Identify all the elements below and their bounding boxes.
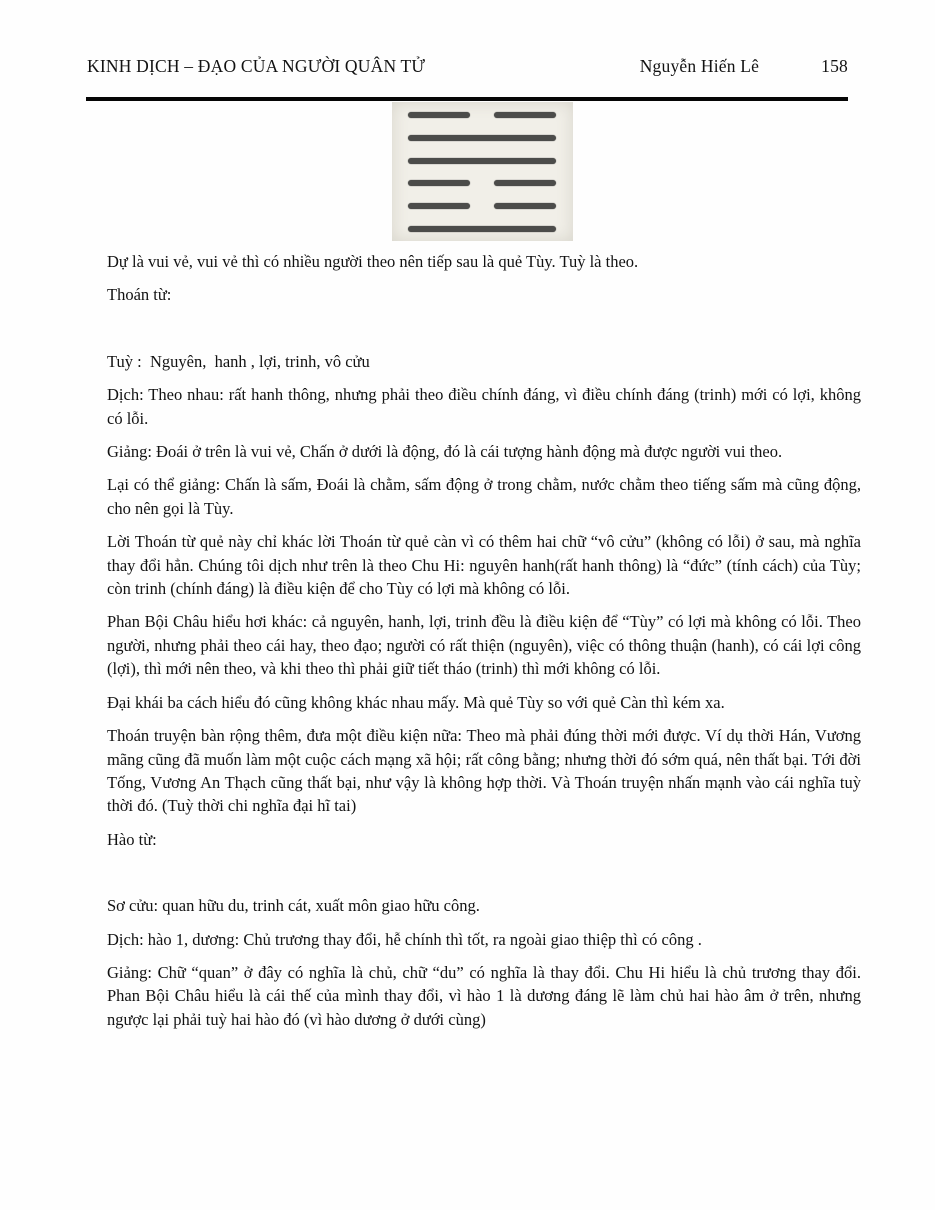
paragraph-intro: Dự là vui vẻ, vui vẻ thì có nhiều người theo nên tiếp sau là quẻ Tùy. Tuỳ là theo. [107,252,639,271]
paragraph-giang-2: Lại có thể giảng: Chấn là sấm, Đoái là chằm, sấm động ở trong chằm, nước chằm theo tiếng sấm mà cũng động, cho nên gọi là Tùy. [107,475,861,518]
paragraph-dich-hao-1: Dịch: hào 1, dương: Chủ trương thay đổi, hễ chính thì tốt, ra ngoài giao thiệp thì có công . [107,929,702,949]
hexagram-line-broken [408,180,556,186]
hexagram-tuy-image [392,102,573,241]
hexagram-line-broken [408,112,556,118]
body-text [107,250,861,1041]
page-number: 158 [821,56,848,76]
header-divider [86,97,848,101]
book-title: KINH DỊCH – ĐẠO CỦA NGƯỜI QUÂN TỬ [87,56,426,76]
author-name: Nguyễn Hiến Lê [639,56,760,76]
hexagram-line-solid [408,226,556,232]
paragraph-thoan-truyen: Thoán truyện bàn rộng thêm, đưa một điều kiện nữa: Theo mà phải đúng thời mới được. Ví dụ thời Hán, Vương mãng cũng đã muốn làm một cuộc cách mạng xã hội; rất công bằng; nhưng thời đó sớm quá, nên thất bại. Tới đời Tống, Vương An Thạch cũng thất bại, như vậy là không hợp thời. Và Thoán truyện nhấn mạnh vào cái nghĩa tuỳ thời đó. (Tuỳ thời chi nghĩa đại hĩ tai) [107,726,861,816]
line-text-so-cuu: Sơ cửu: quan hữu du, trinh cát, xuất môn giao hữu công. [107,896,480,916]
paragraph-giang: Giảng: Đoái ở trên là vui vẻ, Chấn ở dưới là động, đó là cái tượng hành động mà được người vui theo. [107,442,783,462]
page-header [87,56,848,77]
section-label-hao-tu: Hào từ: [107,829,157,849]
paragraph-giang-hao-1: Giảng: Chữ “quan” ở đây có nghĩa là chủ, chữ “du” có nghĩa là thay đổi. Chu Hi hiểu là chủ trương thay đổi. Phan Bội Châu hiểu là cái thế của mình thay đổi, vì hào 1 là dương đáng lẽ làm chủ hai hào âm ở trên, nhưng ngược lại phải tuỳ hai hào đó (vì hào dương ở dưới cùng) [107,962,861,1029]
paragraph-dich: Dịch: Theo nhau: rất hanh thông, nhưng phải theo điều chính đáng, vì điều chính đáng (trinh) mới có lợi, không có lỗi. [107,385,861,428]
paragraph-thoan-tu-note: Lời Thoán từ quẻ này chỉ khác lời Thoán từ quẻ càn vì có thêm hai chữ “vô cửu” (không có lỗi) ở sau, mà nghĩa thay đổi hẳn. Chúng tôi dịch như trên là theo Chu Hi: nguyên hanh(rất hanh thông) là “đức” (tính cách) của Tùy; còn trinh (chính đáng) là điều kiện để cho Tùy có lợi mà không có lỗi. [107,532,861,599]
paragraph-summary: Đại khái ba cách hiểu đó cũng không khác nhau mấy. Mà quẻ Tùy so với quẻ Càn thì kém xa. [107,692,725,712]
judgment-text: Tuỳ : Nguyên, hanh , lợi, trinh, vô cửu [107,351,370,371]
paragraph-phan-boi-chau: Phan Bội Châu hiểu hơi khác: cả nguyên, hanh, lợi, trinh đều là điều kiện để “Tùy” có lợi mà không có lỗi. Theo người, nhưng phải theo cái hay, theo đạo; người có rất thiện (nguyên), việc có thông thuận (hanh), có cái lợi công (lợi), thì mới nên theo, và khi theo thì phải giữ tiết tháo (trinh) thì mới không có lỗi. [107,612,861,679]
blank-space [107,317,861,350]
hexagram-line-solid [408,135,556,141]
blank-space [107,861,861,894]
hexagram-line-solid [408,158,556,164]
section-label-thoan-tu: Thoán từ: [107,285,172,305]
hexagram-line-broken [408,203,556,209]
